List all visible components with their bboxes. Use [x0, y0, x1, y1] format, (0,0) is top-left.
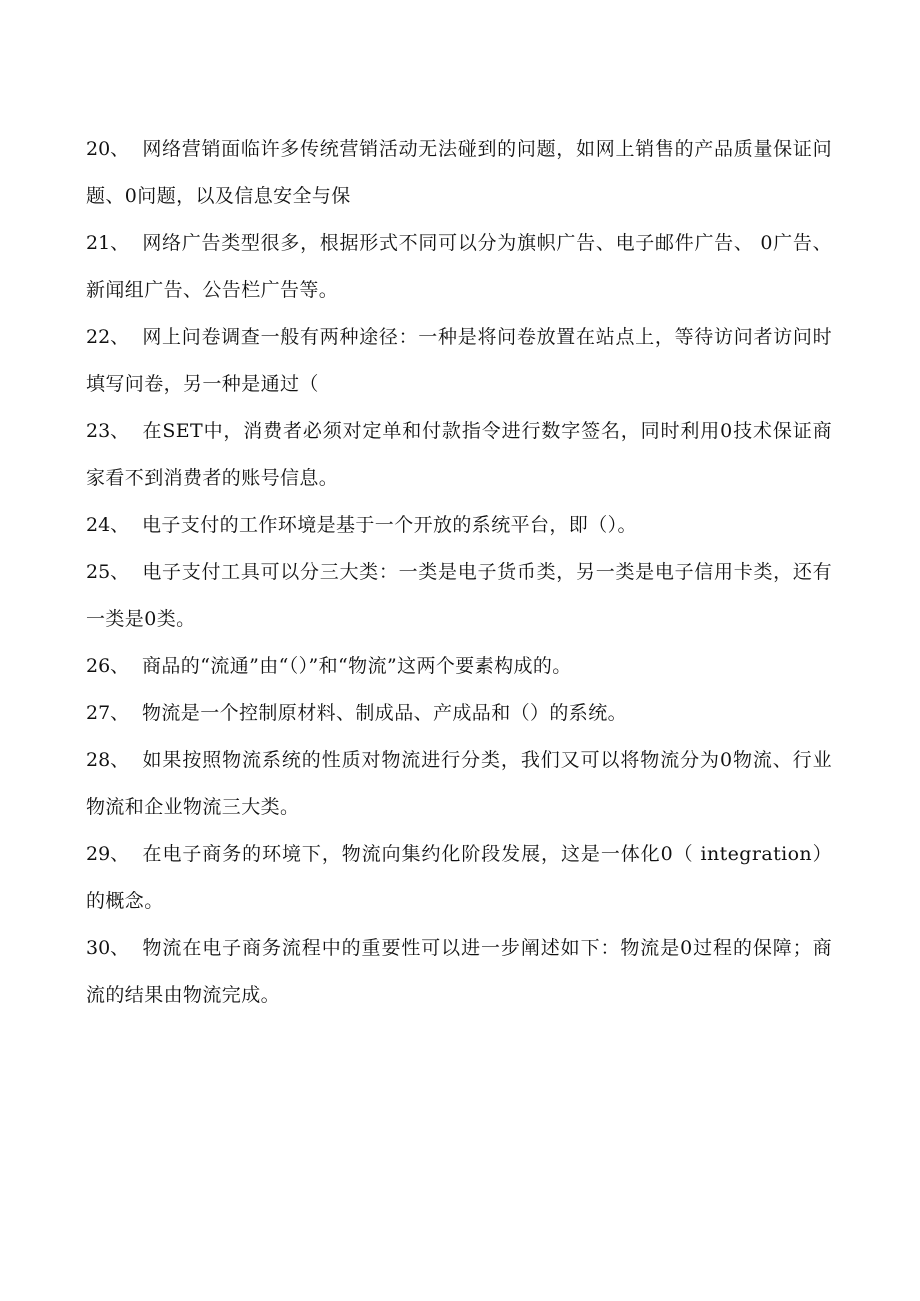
question-number: 23、 [86, 420, 130, 442]
question-text: 如果按照物流系统的性质对物流进行分类，我们又可以将物流分为0物流、行业物流和企业物流三大类。 [86, 749, 832, 818]
question-item [86, 502, 832, 549]
question-text: 网络广告类型很多，根据形式不同可以分为旗帜广告、电子邮件广告、 0广告、新闻组广告、公告栏广告等。 [86, 232, 832, 301]
question-number: 30、 [86, 937, 130, 959]
question-item [86, 643, 832, 690]
question-text: 电子支付的工作环境是基于一个开放的系统平台，即（）。 [142, 514, 637, 536]
question-number: 27、 [86, 702, 130, 724]
question-number: 26、 [86, 655, 130, 677]
question-item [86, 314, 832, 408]
question-text: 在电子商务的环境下，物流向集约化阶段发展，这是一体化0（ integration）的概念。 [86, 843, 832, 912]
question-item [86, 220, 832, 314]
question-text: 商品的“流通”由“（）”和“物流”这两个要素构成的。 [142, 655, 572, 677]
question-number: 21、 [86, 232, 130, 254]
question-text: 网上问卷调查一般有两种途径：一种是将问卷放置在站点上，等待访问者访问时填写问卷，另一种是通过（ [86, 326, 832, 395]
question-number: 29、 [86, 843, 130, 865]
question-text: 在SET中，消费者必须对定单和付款指令进行数字签名，同时利用0技术保证商家看不到消费者的账号信息。 [86, 420, 832, 489]
question-text: 网络营销面临许多传统营销活动无法碰到的问题，如网上销售的产品质量保证问题、0问题，以及信息安全与保 [86, 138, 832, 207]
question-item [86, 408, 832, 502]
question-number: 20、 [86, 138, 130, 160]
question-list [86, 126, 832, 1019]
question-text: 电子支付工具可以分三大类：一类是电子货币类，另一类是电子信用卡类，还有一类是0类。 [86, 561, 832, 630]
question-item [86, 831, 832, 925]
question-item [86, 737, 832, 831]
question-text: 物流是一个控制原材料、制成品、产成品和（）的系统。 [142, 702, 628, 724]
question-item [86, 925, 832, 1019]
question-text: 物流在电子商务流程中的重要性可以进一步阐述如下：物流是0过程的保障；商流的结果由物流完成。 [86, 937, 832, 1006]
question-item [86, 690, 832, 737]
question-number: 24、 [86, 514, 130, 536]
question-number: 22、 [86, 326, 130, 348]
question-number: 25、 [86, 561, 130, 583]
question-number: 28、 [86, 749, 130, 771]
question-item [86, 126, 832, 220]
question-item [86, 549, 832, 643]
